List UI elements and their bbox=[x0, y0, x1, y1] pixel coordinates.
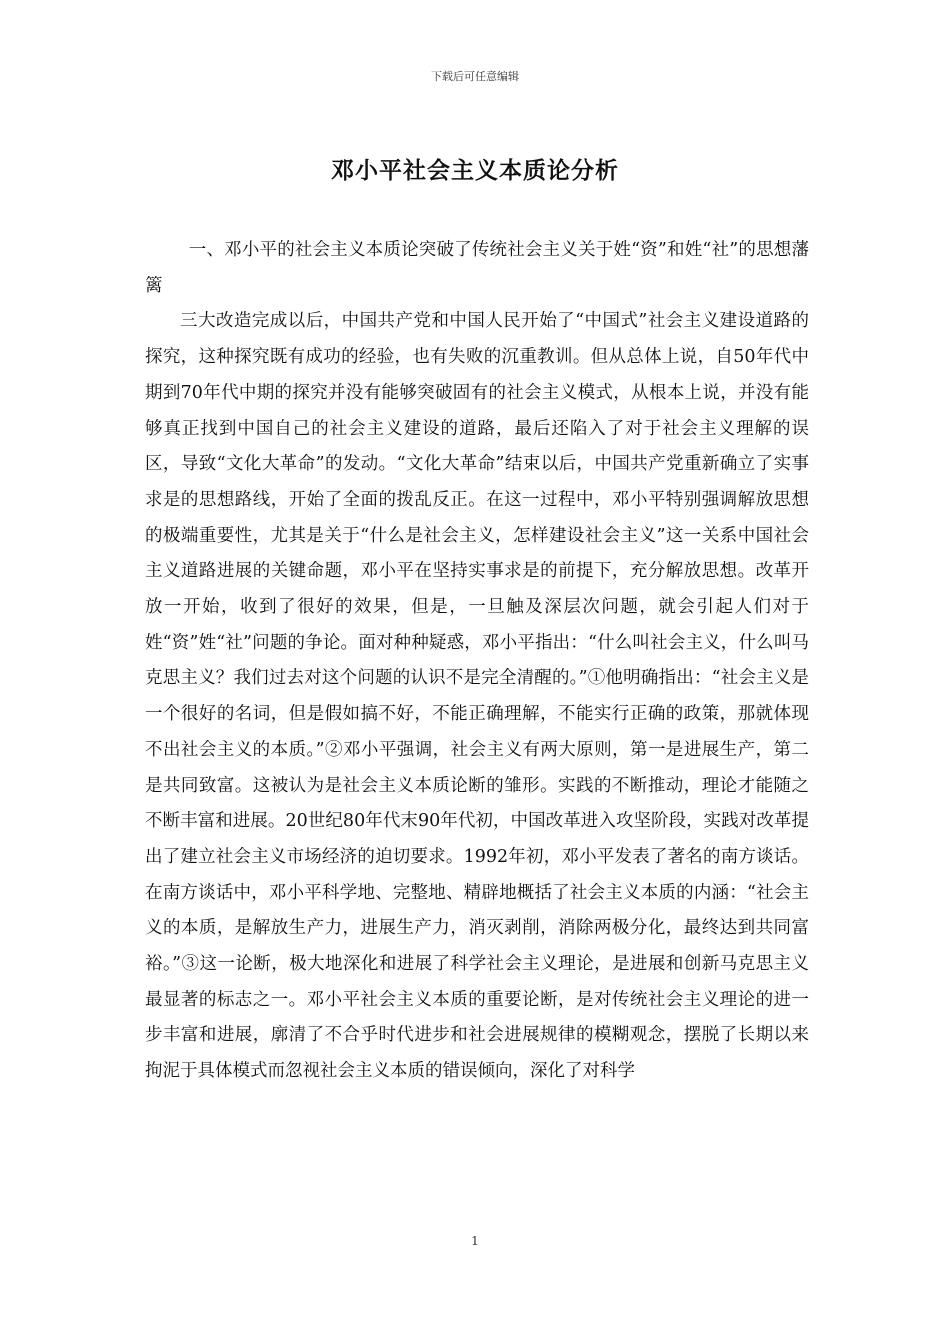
document-body bbox=[145, 233, 809, 1090]
header-note: 下载后可任意编辑 bbox=[431, 70, 519, 83]
body-paragraph: 三大改造完成以后，中国共产党和中国人民开始了“中国式”社会主义建设道路的探究，这种探究既有成功的经验，也有失败的沉重教训。但从总体上说，自50年代中期到70年代中期的探究并没有能够突破固有的社会主义模式，从根本上说，并没有能够真正找到中国自己的社会主义建设的道路，最后还陷入了对于社会主义理解的误区，导致“文化大革命”的发动。“文化大革命”结束以后，中国共产党重新确立了实事求是的思想路线，开始了全面的拨乱反正。在这一过程中，邓小平特别强调解放思想的极端重要性，尤其是关于“什么是社会主义，怎样建设社会主义”这一关系中国社会主义道路进展的关键命题，邓小平在坚持实事求是的前提下，充分解放思想。改革开放一开始，收到了很好的效果，但是，一旦触及深层次问题，就会引起人们对于姓“资”姓“社”问题的争论。面对种种疑惑，邓小平指出：“什么叫社会主义，什么叫马克思主义？我们过去对这个问题的认识不是完全清醒的。”①他明确指出：“社会主义是一个很好的名词，但是假如搞不好，不能正确理解，不能实行正确的政策，那就体现不出社会主义的本质。”②邓小平强调，社会主义有两大原则，第一是进展生产，第二是共同致富。这被认为是社会主义本质论断的雏形。实践的不断推动，理论才能随之不断丰富和进展。20世纪80年代末90年代初，中国改革进入攻坚阶段，实践对改革提出了建立社会主义市场经济的迫切要求。1992年初，邓小平发表了著名的南方谈话。在南方谈话中，邓小平科学地、完整地、精辟地概括了社会主义本质的内涵：“社会主义的本质，是解放生产力，进展生产力，消灭剥削，消除两极分化，最终达到共同富裕。”③这一论断，极大地深化和进展了科学社会主义理论，是进展和创新马克思主义最显著的标志之一。邓小平社会主义本质的重要论断，是对传统社会主义理论的进一步丰富和进展，廓清了不合乎时代进步和社会进展规律的模糊观念，摆脱了长期以来拘泥于具体模式而忽视社会主义本质的错误倾向，深化了对科学 bbox=[145, 311, 809, 1082]
document-title: 邓小平社会主义本质论分析 bbox=[331, 158, 619, 184]
section-heading: 一、邓小平的社会主义本质论突破了传统社会主义关于姓“资”和姓“社”的思想藩篱 bbox=[145, 240, 809, 296]
page-number: 1 bbox=[471, 1234, 479, 1248]
